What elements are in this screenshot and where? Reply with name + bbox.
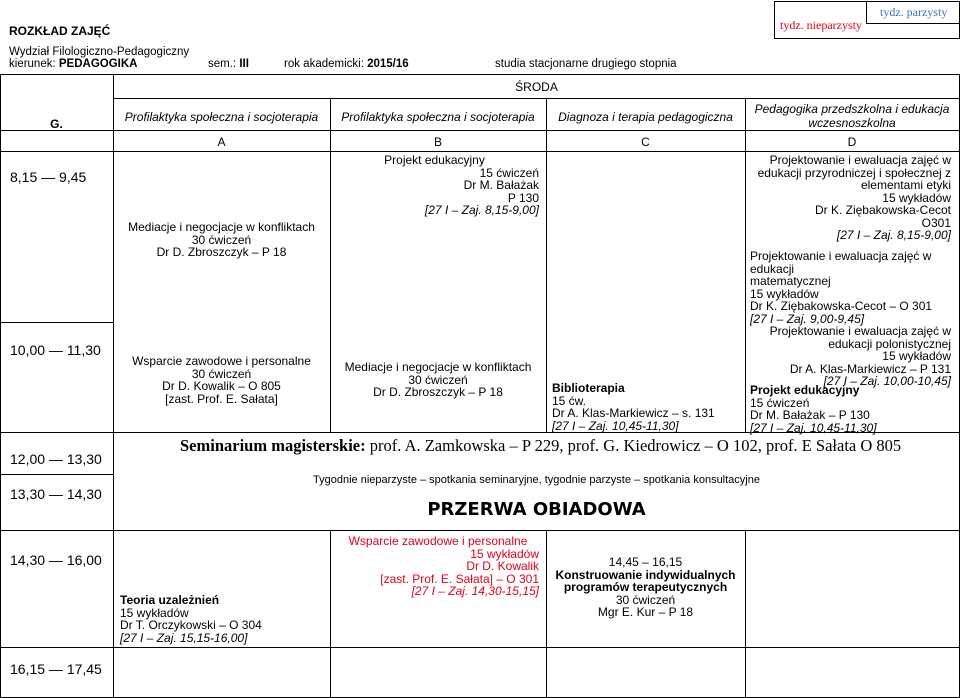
class-teacher: Dr D. Kowalik: [466, 559, 539, 573]
grid-line: [0, 474, 113, 475]
grid-line: [0, 74, 1, 698]
class-hours: 15 wykładów: [470, 546, 539, 561]
class-name: elementami etyki: [860, 178, 951, 192]
time-slot: 14,30 — 16,00: [10, 552, 102, 568]
lunch-break: PRZERWA OBIADOWA: [427, 499, 646, 520]
class-teacher: Dr D. Zbroszczyk – P 18: [373, 385, 503, 399]
schedule-title: ROZKŁAD ZAJĘĆ: [9, 24, 111, 38]
semester: sem.: III: [208, 58, 249, 70]
class-note: [zast. Prof. E. Sałata]: [165, 391, 278, 406]
time-slot: 16,15 — 17,45: [10, 661, 102, 677]
class-dates: [27 I – Zaj. 9,00-9,45]: [750, 311, 865, 326]
group-label: G.: [50, 117, 63, 131]
group-title-c: Diagnoza i terapia pedagogiczna: [558, 110, 733, 124]
class-hours: 15 ćwiczeń: [750, 395, 810, 410]
class-dates: [27 I – Zaj. 10,45-11,30]: [552, 418, 679, 433]
class-teacher: Mgr E. Kur – P 18: [597, 605, 694, 619]
class-room: O301: [921, 215, 951, 230]
class-teacher: Dr M. Bałażak: [463, 178, 539, 192]
class-name: Projektowanie i ewaluacja zajęć w: [750, 249, 932, 263]
class-name: edukacji przyrodniczej i społecznej z: [757, 165, 951, 180]
class-note: [zast. Prof. E. Sałata] – O 301: [380, 571, 539, 586]
class-teacher: Dr A. Klas-Markiewicz – s. 131: [552, 406, 715, 420]
class-teacher: Dr M. Bałażak – P 130: [750, 408, 870, 422]
group-title-a: Profilaktyka społeczna i socjoterapia: [124, 110, 319, 124]
class-teacher: Dr K. Ziębakowska-Cecot – O 301: [750, 299, 933, 313]
class-name: Projektowanie i ewaluacja zajęć w: [769, 153, 951, 167]
class-teacher: Dr K. Ziębakowska-Cecot: [814, 203, 951, 217]
class-block-a2: [113, 355, 330, 405]
study-mode: studia stacjonarne drugiego stopnia: [495, 58, 677, 70]
class-teacher: Dr D. Zbroszczyk – P 18: [156, 245, 287, 259]
grid-line: [113, 151, 960, 152]
time-slot: 12,00 — 13,30: [10, 451, 102, 467]
grid-line: [0, 322, 113, 323]
class-hours: 15 wykładów: [120, 605, 189, 620]
grid-line: [745, 530, 746, 698]
class-name: Mediacje i negocjacje w konfliktach: [344, 360, 532, 374]
class-hours: 15 ćwiczeń: [479, 165, 539, 180]
grid-line: [0, 530, 960, 531]
class-hours: 15 ćw.: [552, 393, 587, 408]
class-block-c2: [552, 382, 715, 432]
grid-line: [113, 98, 960, 99]
group-letter-b: B: [433, 135, 442, 149]
class-block-b1: [330, 154, 539, 217]
class-name: Teoria uzależnień: [120, 593, 220, 607]
class-name: Wsparcie zawodowe i personalne: [132, 354, 311, 368]
class-hours: 30 ćwiczeń: [191, 366, 252, 381]
week-odd-label: tydz. nieparzysty: [780, 18, 862, 32]
grid-line: [0, 151, 113, 152]
class-block-c5: [546, 556, 745, 619]
time-slot: 8,15 — 9,45: [10, 169, 87, 185]
class-name: Wsparcie zawodowe i personalne: [348, 534, 528, 548]
class-hours: 30 ćwiczeń: [191, 232, 252, 247]
class-name: Mediacje i negocjacje w konfliktach: [128, 220, 315, 234]
week-even-label: tydz. parzysty: [880, 5, 948, 19]
class-block-d3: [748, 325, 951, 388]
class-name: Projektowanie i ewaluacja zajęć w: [769, 324, 951, 338]
class-name: Konstruowanie indywidualnych: [555, 567, 736, 582]
class-hours: 15 wykładów: [882, 190, 951, 205]
class-teacher: Dr D. Kowalik – O 805: [162, 379, 281, 393]
class-dates: [27 I – Zaj. 8,15-9,00]: [836, 228, 951, 242]
class-name: matematycznej: [750, 274, 831, 288]
grid-line: [0, 130, 960, 131]
class-name: edukacji polonistycznej: [828, 336, 951, 351]
faculty-name: Wydział Filologiczno-Pedagogiczny: [9, 46, 190, 58]
group-letter-c: C: [641, 135, 650, 149]
group-title-b: Profilaktyka społeczna i socjoterapia: [341, 110, 535, 124]
class-dates: [27 I – Zaj. 10,00-10,45]: [823, 374, 951, 388]
class-block-d2: [750, 250, 932, 325]
class-hours: 30 ćwiczeń: [408, 372, 468, 387]
class-block-b2: [330, 361, 546, 399]
class-dates: [27 I – Zaj. 15,15-16,00]: [120, 630, 248, 645]
week-note: Tygodnie nieparzyste – spotkania seminaryjne, tygodnie parzyste – spotkania konsultacyjne: [313, 474, 760, 486]
class-time: 14,45 – 16,15: [608, 555, 683, 569]
day-label: ŚRODA: [515, 80, 558, 94]
academic-year: rok akademicki: 2015/16: [284, 58, 409, 70]
class-name: Projekt edukacyjny: [384, 153, 485, 167]
grid-line: [0, 647, 960, 648]
group-letter-d: D: [847, 135, 857, 149]
grid-line: [0, 74, 960, 75]
time-slot: 10,00 — 11,30: [10, 342, 101, 358]
class-name: Biblioterapia: [552, 381, 625, 395]
field-of-study: kierunek: PEDAGOGIKA: [9, 58, 138, 70]
class-block-a5: [120, 594, 262, 644]
class-hours: 30 ćwiczeń: [615, 592, 676, 607]
class-block-d4: [750, 384, 877, 434]
class-dates: [27 I – Zaj. 14,30-15,15]: [411, 584, 539, 598]
time-slot: 13,30 — 14,30: [10, 486, 102, 502]
seminar-line: Seminarium magisterskie: prof. A. Zamkowska – P 229, prof. G. Kiedrowicz – O 102, prof. E Sałata O 805: [180, 436, 902, 455]
class-block-a1: [113, 221, 330, 259]
class-teacher: Dr T. Orczykowski – O 304: [120, 618, 262, 632]
class-hours: 15 wykładów: [882, 349, 951, 363]
class-name: Projekt edukacyjny: [750, 383, 860, 397]
class-block-d1: [748, 154, 951, 242]
class-room: P 130: [507, 190, 539, 205]
class-hours: 15 wykładów: [750, 286, 819, 301]
class-teacher: Dr A. Klas-Markiewicz – P 131: [789, 361, 951, 376]
class-dates: [27 I – Zaj. 8,15-9,00]: [424, 203, 539, 217]
class-block-b5: [330, 535, 539, 598]
class-dates: [27 I – Zaj. 10,45-11,30]: [750, 420, 877, 435]
group-title-d: Pedagogika przedszkolna i edukacja wczesnoszkolna: [754, 102, 950, 130]
class-name: programów terapeutycznych: [563, 580, 728, 594]
group-letter-a: A: [217, 135, 226, 149]
class-name: edukacji: [750, 261, 795, 276]
